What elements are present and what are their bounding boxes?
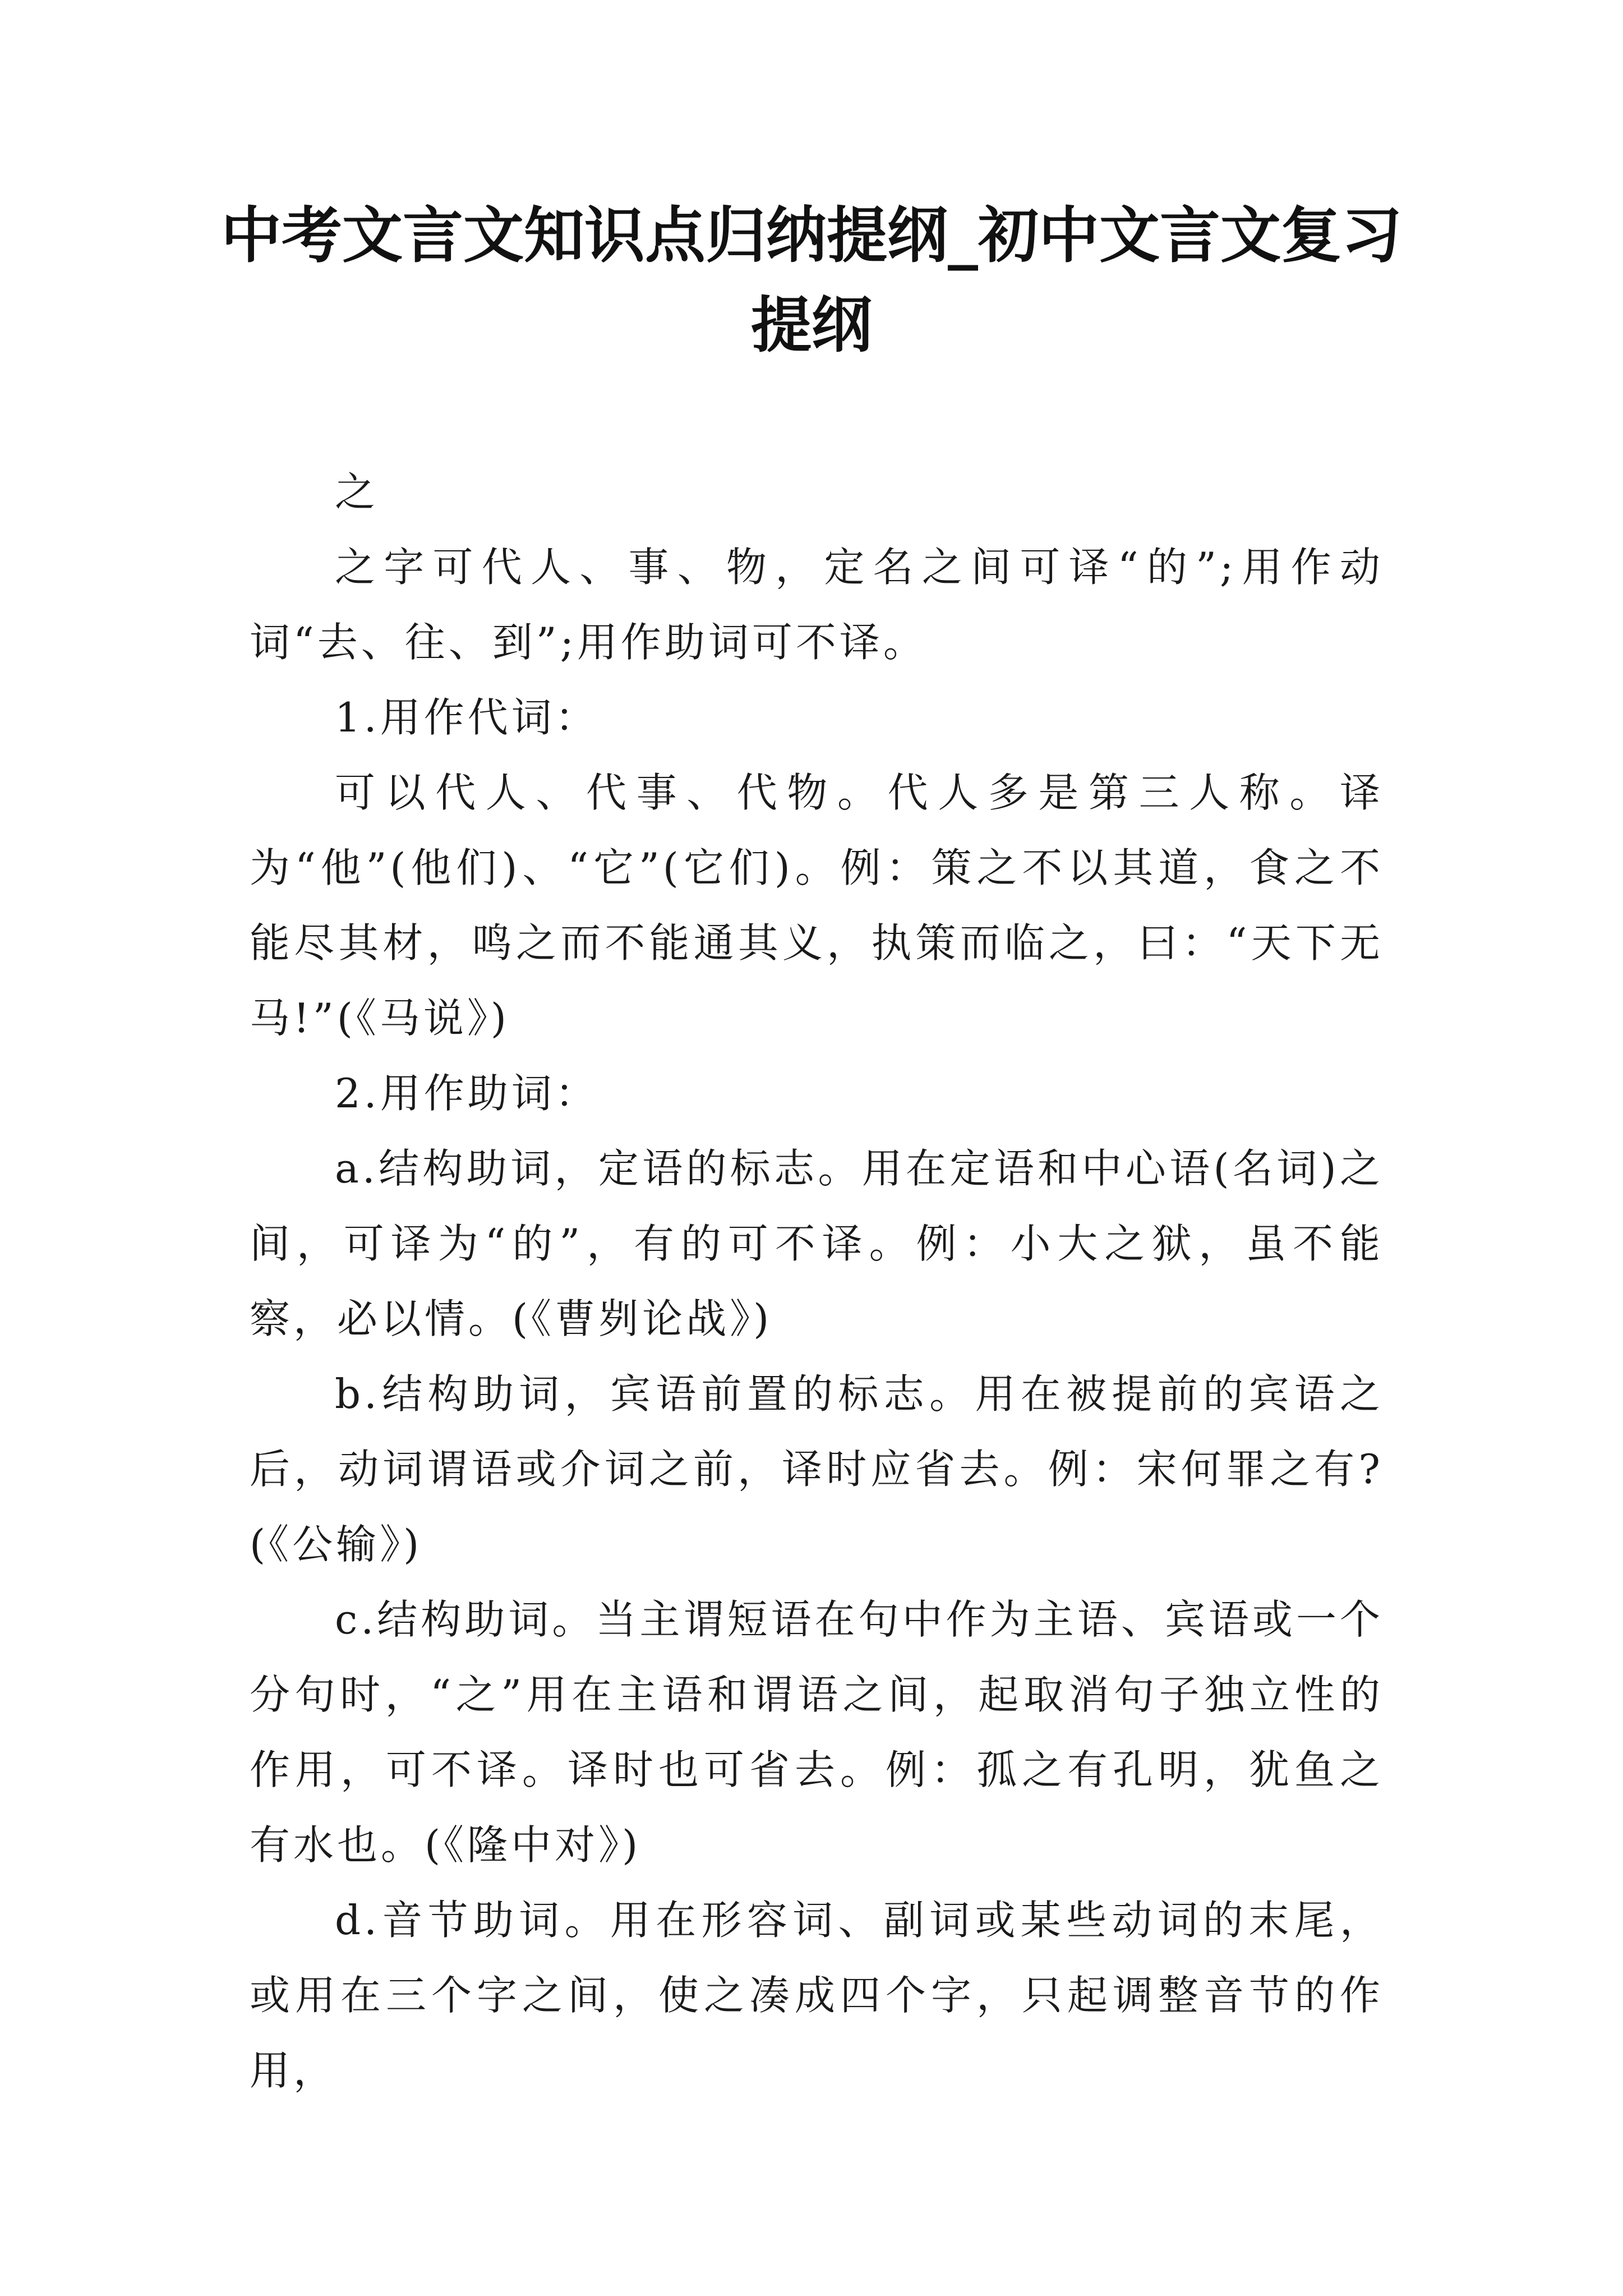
- paragraph-item-d: d.音节助词。用在形容词、副词或某些动词的末尾，或用在三个字之间，使之凑成四个字，只起调整音节的作用，: [250, 1897, 1384, 2094]
- paragraph-item-a: a.结构助词，定语的标志。用在定语和中心语(名词)之间，可译为“的”，有的可不译。例：小大之狱，虽不能察，必以情。(《曹刿论战》): [250, 1145, 1384, 1342]
- paragraph-intro: 之字可代人、事、物，定名之间可译“的”;用作动词“去、往、到”;用作助词可不译。: [250, 544, 1384, 666]
- paragraph-section-1-heading: 1.用作代词：: [335, 694, 599, 741]
- document-title: 中考文言文知识点归纳提纲_初中文言文复习提纲: [220, 200, 1402, 361]
- paragraph-item-b: b.结构助词，宾语前置的标志。用在被提前的宾语之后，动词谓语或介词之前，译时应省去。例：宋何罪之有?(《公输》): [250, 1370, 1384, 1568]
- document-body: [250, 454, 1384, 2108]
- paragraph-section-1-body: 可以代人、代事、代物。代人多是第三人称。译为“他”(他们)、“它”(它们)。例：策之不以其道，食之不能尽其材，鸣之而不能通其义，执策而临之，曰：“天下无马!”(《马说》): [250, 769, 1384, 1042]
- paragraph-section-2-heading: 2.用作助词：: [335, 1070, 599, 1117]
- paragraph-heading-zhi: 之: [335, 468, 379, 516]
- paragraph-item-c: c.结构助词。当主谓短语在句中作为主语、宾语或一个分句时，“之”用在主语和谓语之间，起取消句子独立性的作用，可不译。译时也可省去。例：孤之有孔明，犹鱼之有水也。(《隆中对》): [250, 1596, 1384, 1869]
